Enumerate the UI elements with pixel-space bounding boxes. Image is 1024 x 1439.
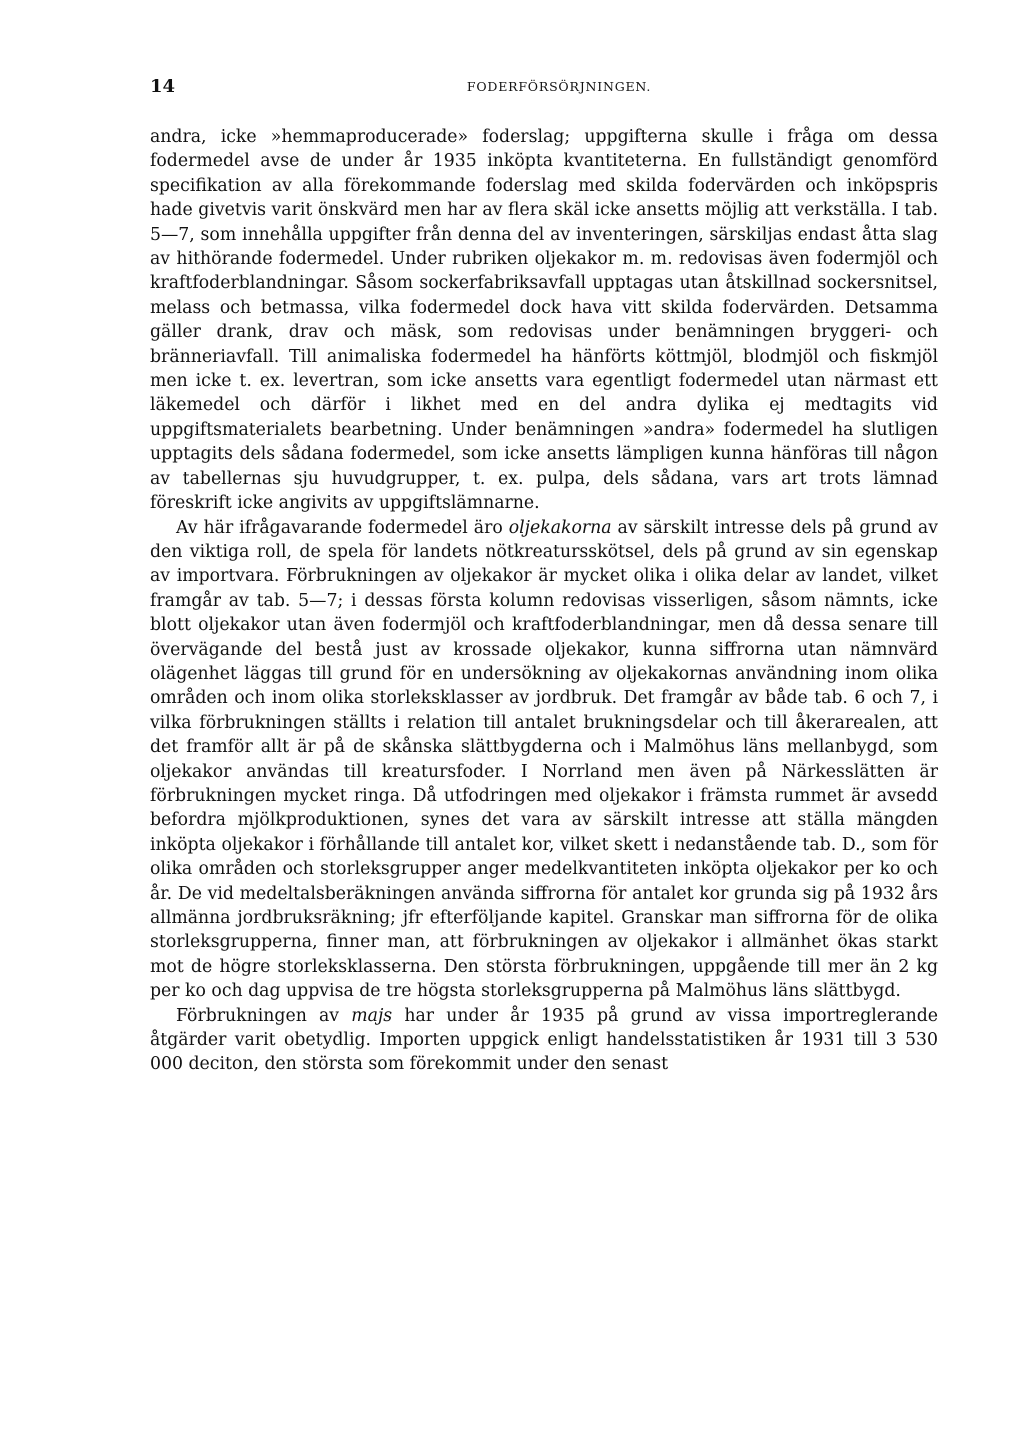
paragraph-2 — [150, 516, 938, 1004]
paragraph-1-text: andra, icke »hemmaproducerade» foderslag; uppgifterna skulle i fråga om dessa fodermedel avse de under år 1935 inköpta kvantiteterna. En fullständigt genomförd specifikation av alla förekommande foderslag med skilda fodervärden och inköpspris hade givetvis varit önskvärd men har av flera skäl icke ansetts möjlig att verkställa. I tab. 5—7, som innehålla uppgifter från denna del av inventeringen, särskiljas endast åtta slag av hithörande fodermedel. Under rubriken oljekakor m. m. redovisas även fodermjöl och kraftfoderblandningar. Såsom sockerfabriksavfall upptagas utan åtskillnad sockersnitsel, melass och betmassa, vilka fodermedel dock hava vitt skilda fodervärden. Detsamma gäller drank, drav och mäsk, som redovisas under benämningen bryggeri- och bränneriavfall. Till animaliska fodermedel ha hänförts köttmjöl, blodmjöl och fiskmjöl men icke t. ex. levertran, som icke ansetts vara egentligt fodermedel utan närmast ett läkemedel och därför i likhet med en del andra dylika ej medtagits vid uppgiftsmaterialets bearbetning. Under benämningen »andra» fodermedel ha slutligen upptagits dels sådana fodermedel, som icke ansetts lämpligen kunna hänföras till någon av tabellernas sju huvudgrupper, t. ex. pulpa, dels sådana, vars art trots lämnad föreskrift icke angivits av uppgiftslämnarne. — [150, 127, 938, 514]
paragraph-3-text-a: Förbrukningen av — [176, 1005, 352, 1026]
body-text — [150, 125, 938, 1077]
paragraph-2-italic-term: oljekakorna — [508, 517, 612, 538]
paragraph-2-text-a: Av här ifrågavarande fodermedel äro — [176, 517, 509, 538]
paragraph-3 — [150, 1004, 938, 1077]
paragraph-3-text-b: har under år 1935 på grund av vissa importreglerande åtgärder varit obetydlig. Importen uppgick enligt handelsstatistiken år 1931 till 3 530 000 deciton, den största som förekommit under den senast — [150, 1005, 938, 1075]
running-title: FODERFÖRSÖRJNINGEN. — [466, 79, 652, 94]
paragraph-2-text-b: av särskilt intresse dels på grund av den viktiga roll, de spela för landets nötkreatursskötsel, dels på grund av sin egenskap av importvara. Förbrukningen av oljekakor är mycket olika i olika delar av landet, vilket framgår av tab. 5—7; i dessas första kolumn redovisas visserligen, såsom nämnts, icke blott oljekakor utan även fodermjöl och kraftfoderblandningar, men då dessa senare till övervägande del bestå just av krossade oljekakor, kunna siffrorna utan nämnvärd olägenhet läggas till grund för en undersökning av oljekakornas användning inom olika områden och inom olika storleksklasser av jordbruk. Det framgår av både tab. 6 och 7, i vilka förbrukningen ställts i relation till antalet brukningsdelar och till åkerarealen, att det framför allt är på de skånska slättbygderna och i Malmöhus läns mellanbygd, som oljekakor användas till kreatursfoder. I Norrland men även på Närkesslätten är förbrukningen mycket ringa. Då utfodringen med oljekakor i främsta rummet är avsedd befordra mjölkproduktionen, synes det vara av särskilt intresse att ställa mängden inköpta oljekakor i förhållande till antalet kor, vilket skett i nedanstående tab. D., som för olika områden och storleksgrupper anger medelkvantiteten inköpta oljekakor per ko och år. De vid medeltalsberäkningen använda siffrorna för antalet kor grunda sig på 1932 års allmänna jordbruksräkning; jfr efterföljande kapitel. Granskar man siffrorna för de olika storleksgrupperna, finner man, att förbrukningen av oljekakor i allmänhet ökas starkt mot de högre storleksklasserna. Den största förbrukningen, uppgående till mer än 2 kg per ko och dag uppvisa de tre högsta storleksgrupperna på Malmöhus läns slättbygd. — [150, 517, 938, 1002]
paragraph-1 — [150, 125, 938, 516]
page-header — [150, 76, 938, 106]
paragraph-3-italic-term: majs — [351, 1005, 393, 1026]
document-page — [150, 76, 938, 1077]
page-number: 14 — [150, 76, 176, 97]
